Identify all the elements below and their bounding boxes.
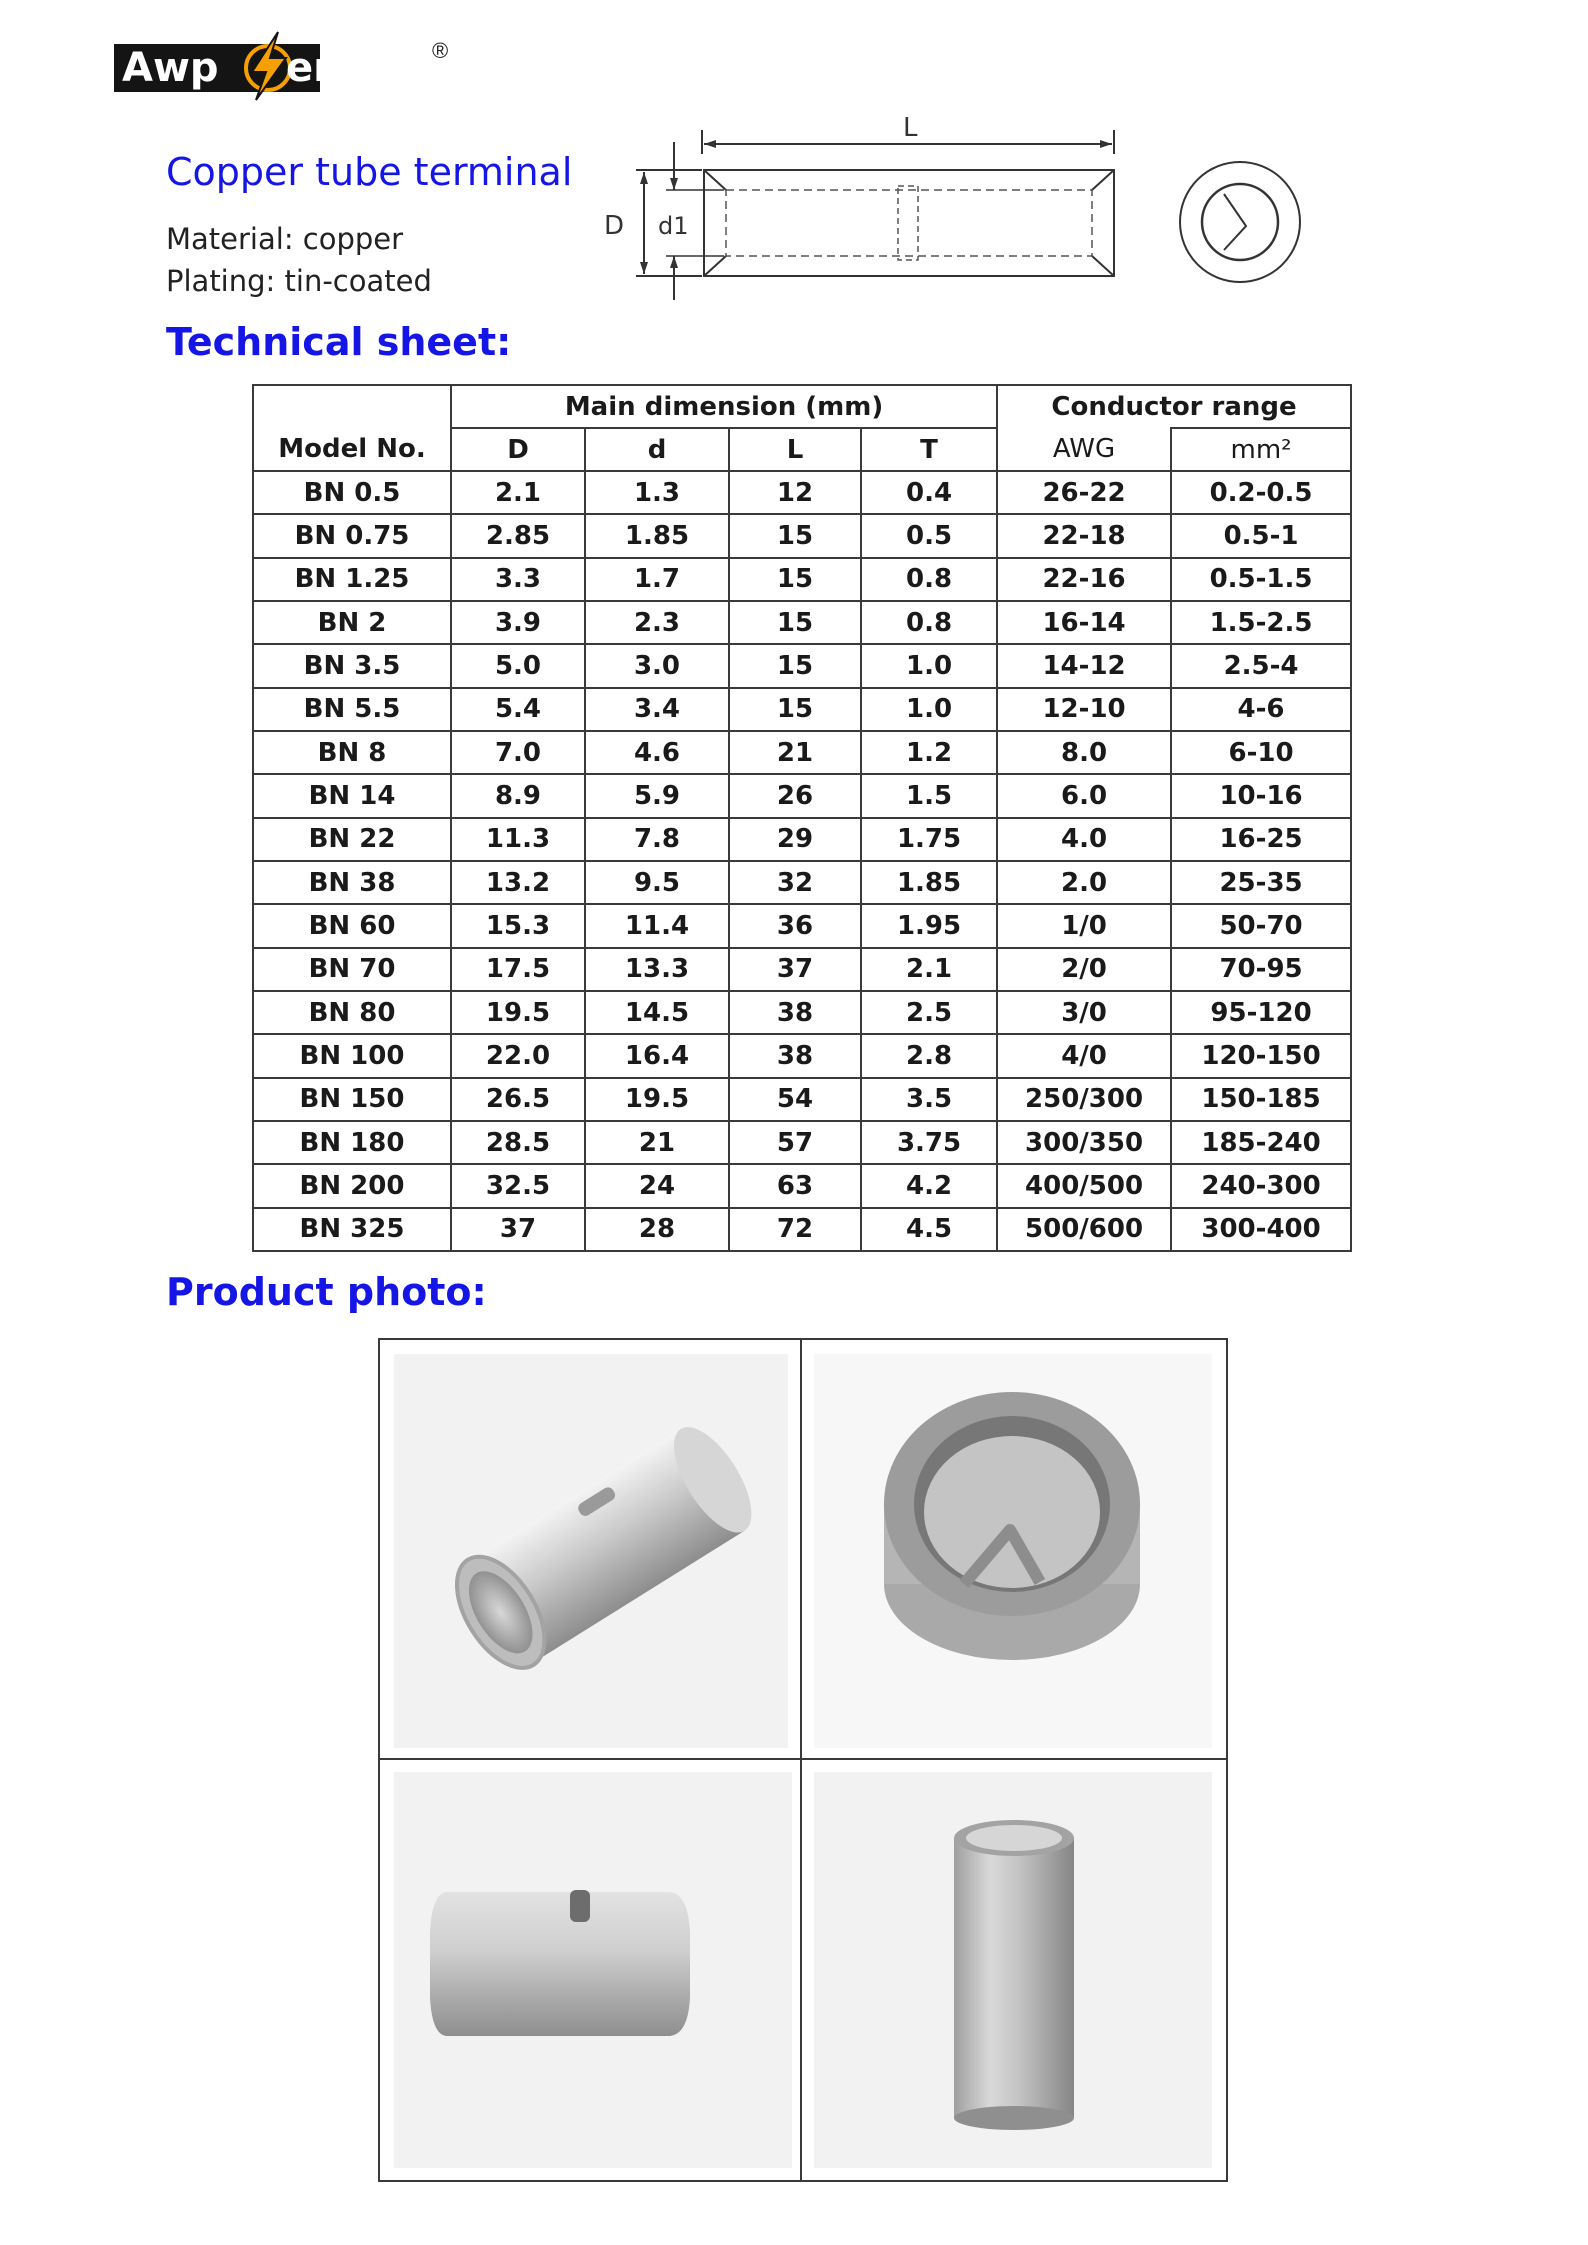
header-blank-cell xyxy=(253,385,451,428)
tube-chamfer-br xyxy=(1092,256,1114,276)
product-photo-side-view xyxy=(394,1772,792,2168)
cell-awg: 22-16 xyxy=(997,558,1171,601)
cell-awg: 14-12 xyxy=(997,644,1171,687)
cell-L: 15 xyxy=(729,601,861,644)
cell-D: 28.5 xyxy=(451,1121,585,1164)
cell-d: 2.3 xyxy=(585,601,729,644)
cell-model: BN 150 xyxy=(253,1078,451,1121)
terminal-dimension-diagram xyxy=(600,110,1320,310)
cell-D: 11.3 xyxy=(451,818,585,861)
cell-T: 0.8 xyxy=(861,558,997,601)
cell-L: 72 xyxy=(729,1208,861,1251)
cell-L: 15 xyxy=(729,644,861,687)
registered-mark: ® xyxy=(432,38,449,63)
logo-text-right: er xyxy=(286,45,333,91)
cell-awg: 26-22 xyxy=(997,471,1171,514)
cell-D: 2.85 xyxy=(451,514,585,557)
cell-L: 15 xyxy=(729,558,861,601)
technical-sheet-heading: Technical sheet: xyxy=(166,320,512,364)
cell-model: BN 80 xyxy=(253,991,451,1034)
table-row xyxy=(253,1208,1351,1251)
cell-awg: 250/300 xyxy=(997,1078,1171,1121)
table-row xyxy=(253,471,1351,514)
table-row xyxy=(253,688,1351,731)
cell-L: 38 xyxy=(729,991,861,1034)
header-model-no: Model No. xyxy=(253,428,451,471)
label-d1: d1 xyxy=(658,212,689,240)
table-row xyxy=(253,1121,1351,1164)
cell-model: BN 2 xyxy=(253,601,451,644)
header-D: D xyxy=(451,428,585,471)
cell-L: 26 xyxy=(729,774,861,817)
tube-chamfer-tl xyxy=(704,170,726,190)
cell-model: BN 325 xyxy=(253,1208,451,1251)
cell-model: BN 14 xyxy=(253,774,451,817)
end-view-seam xyxy=(1224,194,1246,250)
cell-L: 38 xyxy=(729,1034,861,1077)
cell-D: 32.5 xyxy=(451,1164,585,1207)
cell-D: 3.9 xyxy=(451,601,585,644)
header-conductor-range: Conductor range xyxy=(997,385,1351,428)
cell-T: 4.5 xyxy=(861,1208,997,1251)
cell-awg: 12-10 xyxy=(997,688,1171,731)
cell-model: BN 100 xyxy=(253,1034,451,1077)
header-mm2: mm² xyxy=(1171,428,1351,471)
cell-L: 54 xyxy=(729,1078,861,1121)
cell-T: 4.2 xyxy=(861,1164,997,1207)
cell-d: 5.9 xyxy=(585,774,729,817)
cell-D: 3.3 xyxy=(451,558,585,601)
cell-mm2: 25-35 xyxy=(1171,861,1351,904)
table-row xyxy=(253,1078,1351,1121)
cell-T: 2.1 xyxy=(861,948,997,991)
cell-awg: 1/0 xyxy=(997,904,1171,947)
cell-model: BN 22 xyxy=(253,818,451,861)
cell-mm2: 0.2-0.5 xyxy=(1171,471,1351,514)
technical-spec-table xyxy=(252,384,1352,1252)
cell-model: BN 8 xyxy=(253,731,451,774)
cell-mm2: 95-120 xyxy=(1171,991,1351,1034)
grid-divider-horizontal xyxy=(380,1758,1226,1760)
cell-D: 17.5 xyxy=(451,948,585,991)
cell-d: 1.85 xyxy=(585,514,729,557)
logo-text-left: Awp xyxy=(122,45,219,91)
cell-D: 22.0 xyxy=(451,1034,585,1077)
cell-awg: 4/0 xyxy=(997,1034,1171,1077)
cell-model: BN 180 xyxy=(253,1121,451,1164)
cell-mm2: 120-150 xyxy=(1171,1034,1351,1077)
terminal-side-view-image xyxy=(394,1772,792,2168)
cell-d: 9.5 xyxy=(585,861,729,904)
table-row xyxy=(253,558,1351,601)
tube-chamfer-tr xyxy=(1092,170,1114,190)
cell-d: 28 xyxy=(585,1208,729,1251)
cell-D: 8.9 xyxy=(451,774,585,817)
cell-awg: 2/0 xyxy=(997,948,1171,991)
cell-mm2: 70-95 xyxy=(1171,948,1351,991)
cell-mm2: 300-400 xyxy=(1171,1208,1351,1251)
product-title: Copper tube terminal xyxy=(166,150,573,194)
header-L: L xyxy=(729,428,861,471)
cell-D: 2.1 xyxy=(451,471,585,514)
cell-D: 5.4 xyxy=(451,688,585,731)
cell-T: 1.0 xyxy=(861,688,997,731)
cell-d: 1.7 xyxy=(585,558,729,601)
cell-d: 14.5 xyxy=(585,991,729,1034)
cell-mm2: 4-6 xyxy=(1171,688,1351,731)
cell-model: BN 60 xyxy=(253,904,451,947)
header-awg: AWG xyxy=(997,428,1171,471)
table-row xyxy=(253,991,1351,1034)
cell-mm2: 6-10 xyxy=(1171,731,1351,774)
table-row xyxy=(253,644,1351,687)
cell-d: 16.4 xyxy=(585,1034,729,1077)
l-arrow-left xyxy=(704,140,716,148)
cell-d: 13.3 xyxy=(585,948,729,991)
cell-T: 1.85 xyxy=(861,861,997,904)
label-L: L xyxy=(903,113,918,143)
grid-divider-vertical xyxy=(800,1340,802,2180)
product-photo-heading: Product photo: xyxy=(166,1270,487,1314)
table-row xyxy=(253,601,1351,644)
cell-d: 11.4 xyxy=(585,904,729,947)
table-row xyxy=(253,1034,1351,1077)
cell-T: 3.75 xyxy=(861,1121,997,1164)
cell-T: 1.95 xyxy=(861,904,997,947)
cell-T: 1.2 xyxy=(861,731,997,774)
cell-mm2: 185-240 xyxy=(1171,1121,1351,1164)
cell-awg: 22-18 xyxy=(997,514,1171,557)
cell-L: 36 xyxy=(729,904,861,947)
table-row xyxy=(253,731,1351,774)
cell-D: 26.5 xyxy=(451,1078,585,1121)
cell-D: 15.3 xyxy=(451,904,585,947)
cell-model: BN 38 xyxy=(253,861,451,904)
tube-stop-hidden-line xyxy=(898,186,918,260)
cell-D: 5.0 xyxy=(451,644,585,687)
table-row xyxy=(253,861,1351,904)
tube-bore-hidden-line xyxy=(726,190,1092,256)
table-row xyxy=(253,904,1351,947)
end-view-outer-circle xyxy=(1180,162,1300,282)
cell-model: BN 5.5 xyxy=(253,688,451,731)
cell-L: 32 xyxy=(729,861,861,904)
cell-awg: 500/600 xyxy=(997,1208,1171,1251)
cell-mm2: 0.5-1 xyxy=(1171,514,1351,557)
cell-d: 3.4 xyxy=(585,688,729,731)
cell-awg: 4.0 xyxy=(997,818,1171,861)
table-body xyxy=(253,471,1351,1251)
tube-chamfer-bl xyxy=(704,256,726,276)
cell-L: 15 xyxy=(729,514,861,557)
d-arrow-top xyxy=(640,172,648,184)
cell-mm2: 2.5-4 xyxy=(1171,644,1351,687)
cell-T: 0.8 xyxy=(861,601,997,644)
cell-T: 0.5 xyxy=(861,514,997,557)
label-D: D xyxy=(604,211,625,241)
brand-logo xyxy=(114,30,449,94)
cell-D: 13.2 xyxy=(451,861,585,904)
plating-text: Plating: tin-coated xyxy=(166,264,432,298)
cell-D: 19.5 xyxy=(451,991,585,1034)
cell-mm2: 10-16 xyxy=(1171,774,1351,817)
d-arrow-bottom xyxy=(640,262,648,274)
cell-T: 1.5 xyxy=(861,774,997,817)
product-photo-angled xyxy=(394,1354,788,1748)
cell-T: 2.8 xyxy=(861,1034,997,1077)
cell-d: 21 xyxy=(585,1121,729,1164)
table-column-header-row xyxy=(253,428,1351,471)
cell-mm2: 150-185 xyxy=(1171,1078,1351,1121)
cell-mm2: 0.5-1.5 xyxy=(1171,558,1351,601)
product-photo-upright xyxy=(814,1772,1212,2168)
cell-T: 1.75 xyxy=(861,818,997,861)
cell-mm2: 16-25 xyxy=(1171,818,1351,861)
d1-arrow-bottom xyxy=(670,256,678,268)
table-row xyxy=(253,948,1351,991)
cell-D: 7.0 xyxy=(451,731,585,774)
cell-d: 7.8 xyxy=(585,818,729,861)
table-row xyxy=(253,514,1351,557)
cell-d: 24 xyxy=(585,1164,729,1207)
cell-model: BN 3.5 xyxy=(253,644,451,687)
cell-mm2: 50-70 xyxy=(1171,904,1351,947)
d1-arrow-top xyxy=(670,178,678,190)
cell-L: 29 xyxy=(729,818,861,861)
product-photo-grid xyxy=(378,1338,1228,2182)
cell-d: 4.6 xyxy=(585,731,729,774)
header-T: T xyxy=(861,428,997,471)
terminal-angled-image xyxy=(394,1354,788,1748)
cell-T: 0.4 xyxy=(861,471,997,514)
cell-T: 1.0 xyxy=(861,644,997,687)
cell-model: BN 200 xyxy=(253,1164,451,1207)
cell-model: BN 0.75 xyxy=(253,514,451,557)
cell-L: 37 xyxy=(729,948,861,991)
cell-L: 57 xyxy=(729,1121,861,1164)
cell-d: 19.5 xyxy=(585,1078,729,1121)
material-text: Material: copper xyxy=(166,222,404,256)
cell-d: 3.0 xyxy=(585,644,729,687)
cell-T: 2.5 xyxy=(861,991,997,1034)
table-row xyxy=(253,818,1351,861)
cell-awg: 16-14 xyxy=(997,601,1171,644)
cell-model: BN 1.25 xyxy=(253,558,451,601)
cell-model: BN 0.5 xyxy=(253,471,451,514)
cell-T: 3.5 xyxy=(861,1078,997,1121)
terminal-upright-image xyxy=(814,1772,1212,2168)
header-main-dimension: Main dimension (mm) xyxy=(451,385,997,428)
table-row xyxy=(253,1164,1351,1207)
cell-d: 1.3 xyxy=(585,471,729,514)
cell-awg: 300/350 xyxy=(997,1121,1171,1164)
cell-L: 63 xyxy=(729,1164,861,1207)
l-arrow-right xyxy=(1100,140,1112,148)
cell-awg: 400/500 xyxy=(997,1164,1171,1207)
cell-mm2: 240-300 xyxy=(1171,1164,1351,1207)
header-d: d xyxy=(585,428,729,471)
cell-L: 12 xyxy=(729,471,861,514)
cell-L: 21 xyxy=(729,731,861,774)
cell-awg: 6.0 xyxy=(997,774,1171,817)
product-photo-end-view xyxy=(814,1354,1212,1748)
end-view-inner-circle xyxy=(1202,184,1278,260)
cell-awg: 2.0 xyxy=(997,861,1171,904)
cell-L: 15 xyxy=(729,688,861,731)
cell-awg: 3/0 xyxy=(997,991,1171,1034)
cell-model: BN 70 xyxy=(253,948,451,991)
cell-D: 37 xyxy=(451,1208,585,1251)
table-group-header-row xyxy=(253,385,1351,428)
cell-awg: 8.0 xyxy=(997,731,1171,774)
cell-mm2: 1.5-2.5 xyxy=(1171,601,1351,644)
table-row xyxy=(253,774,1351,817)
terminal-end-view-image xyxy=(814,1354,1212,1748)
